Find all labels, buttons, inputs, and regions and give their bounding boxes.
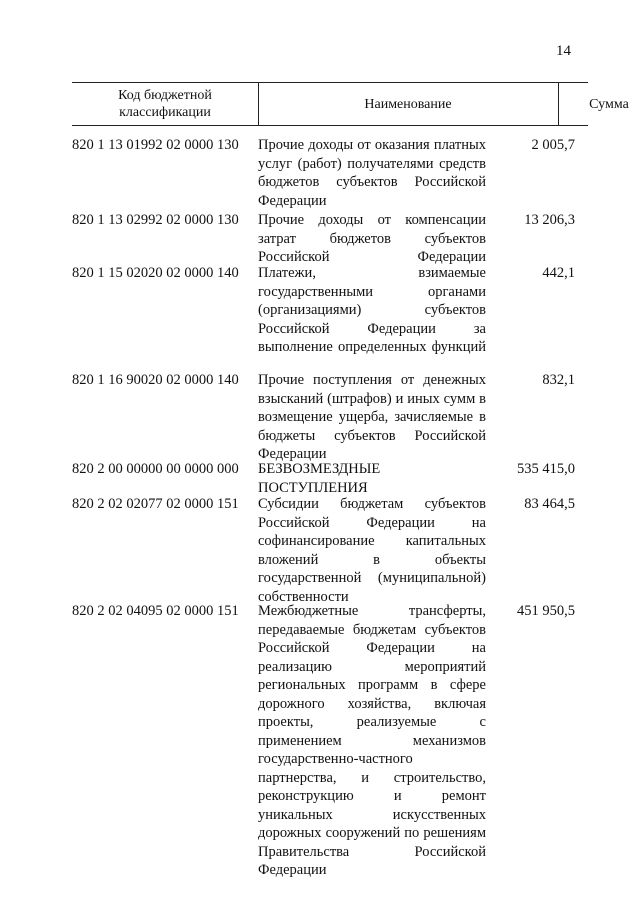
row-name: Прочие поступления от денежных взысканий (штрафов) и иных сумм в возмещение ущерба, зачисляемые в бюджеты субъектов Российской Федерации: [258, 372, 486, 462]
table-row: [72, 136, 588, 211]
row-name: Прочие доходы от оказания платных услуг (работ) получателями средств бюджетов субъектов Российской Федерации: [258, 137, 486, 209]
row-sum: 535 415,0: [517, 461, 575, 477]
row-code: 820 1 15 02020 02 0000 140: [72, 265, 239, 281]
row-code: 820 2 00 00000 00 0000 000: [72, 461, 239, 477]
header-sum: Сумма: [589, 96, 629, 112]
table-header: [72, 82, 629, 126]
row-code: 820 1 13 02992 02 0000 130: [72, 212, 239, 228]
table-row: [72, 460, 588, 495]
row-code: 820 2 02 04095 02 0000 151: [72, 603, 239, 619]
row-code: 820 2 02 02077 02 0000 151: [72, 496, 239, 512]
row-name: Платежи, взимаемые государственными органами (организациями) субъектов Российской Федерации за выполнение определенных функций: [258, 265, 486, 355]
header-name: Наименование: [364, 96, 452, 112]
row-sum: 2 005,7: [531, 137, 575, 153]
row-sum: 832,1: [542, 372, 575, 388]
header-code: Код бюджетной классификации: [118, 88, 212, 120]
table-row: [72, 371, 588, 460]
table-body: [72, 136, 588, 878]
row-name: Межбюджетные трансферты, передаваемые бюджетам субъектов Российской Федерации на реализацию мероприятий региональных программ в сфере дорожного хозяйства, включая проекты, реализуемые с применением механизмов государственно-частного партнерства, и строительство, реконструкцию и ремонт уникальных искусственных дорожных сооружений по решениям Правительства Российской Федерации: [258, 603, 486, 878]
table-row: [72, 264, 588, 371]
row-code: 820 1 13 01992 02 0000 130: [72, 137, 239, 153]
table-row: [72, 211, 588, 264]
row-name: Прочие доходы от компенсации затрат бюджетов субъектов Российской Федерации: [258, 212, 486, 265]
row-sum: 13 206,3: [524, 212, 575, 228]
row-code: 820 1 16 90020 02 0000 140: [72, 372, 239, 388]
page-number: 14: [556, 43, 571, 59]
row-sum: 451 950,5: [517, 603, 575, 619]
row-name: Субсидии бюджетам субъектов Российской Федерации на софинансирование капитальных вложений в объекты государственной (муниципальной) собственности: [258, 496, 486, 605]
row-sum: 442,1: [542, 265, 575, 281]
table-row: [72, 495, 588, 605]
row-name: БЕЗВОЗМЕЗДНЫЕ ПОСТУПЛЕНИЯ: [258, 461, 381, 496]
row-sum: 83 464,5: [524, 496, 575, 512]
table-row: [72, 602, 588, 878]
